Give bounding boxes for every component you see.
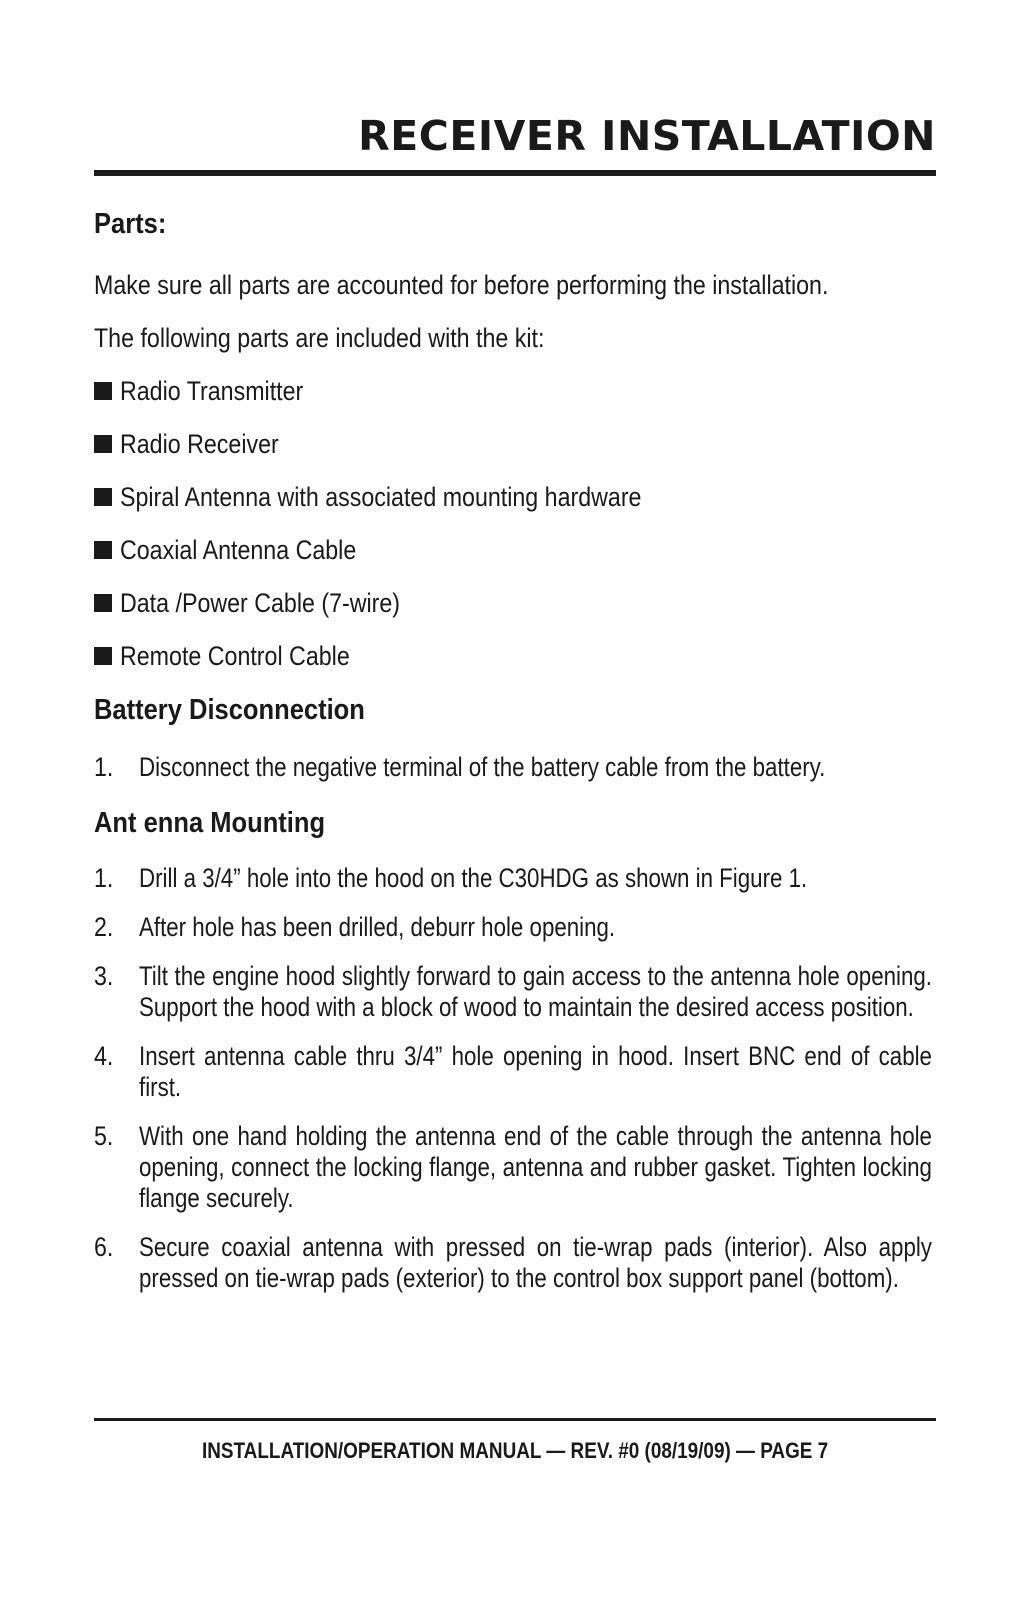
parts-section bbox=[94, 206, 936, 673]
page-footer bbox=[94, 1437, 936, 1465]
step-number: 6. bbox=[94, 1232, 114, 1262]
antenna-step bbox=[94, 1121, 936, 1214]
list-item bbox=[94, 586, 936, 620]
antenna-step bbox=[94, 912, 936, 943]
step-number: 4. bbox=[94, 1041, 114, 1071]
page-content bbox=[94, 206, 936, 1294]
manual-page bbox=[94, 0, 936, 1600]
step-text: Tilt the engine hood slightly forward to gain access to the antenna hole opening. Support the hood with a block of wood to maintain the desired access position. bbox=[139, 961, 932, 1022]
step-number: 3. bbox=[94, 961, 114, 991]
antenna-steps bbox=[94, 863, 936, 1294]
battery-steps bbox=[94, 752, 936, 783]
parts-list bbox=[94, 374, 936, 673]
square-bullet-icon bbox=[94, 647, 112, 665]
step-text: Secure coaxial antenna with pressed on tie-wrap pads (interior). Also apply pressed on tie-wrap pads (exterior) to the control box support panel (bottom). bbox=[139, 1232, 932, 1293]
footer-rule bbox=[94, 1418, 936, 1421]
battery-step bbox=[94, 752, 936, 783]
list-item-label: Coaxial Antenna Cable bbox=[120, 535, 357, 565]
square-bullet-icon bbox=[94, 594, 112, 612]
square-bullet-icon bbox=[94, 488, 112, 506]
list-item bbox=[94, 427, 936, 461]
antenna-section bbox=[94, 805, 936, 1294]
square-bullet-icon bbox=[94, 435, 112, 453]
battery-section bbox=[94, 692, 936, 783]
list-item-label: Data /Power Cable (7-wire) bbox=[120, 588, 401, 618]
square-bullet-icon bbox=[94, 541, 112, 559]
list-item-label: Radio Transmitter bbox=[120, 376, 304, 406]
list-item bbox=[94, 639, 936, 673]
list-item bbox=[94, 480, 936, 514]
battery-heading: Battery Disconnection bbox=[94, 694, 365, 726]
parts-heading: Parts: bbox=[94, 208, 167, 240]
page-title: RECEIVER INSTALLATION bbox=[358, 112, 936, 160]
antenna-step bbox=[94, 1041, 936, 1103]
step-number: 5. bbox=[94, 1121, 114, 1151]
footer-text: INSTALLATION/OPERATION MANUAL — REV. #0 (08/19/09) — PAGE 7 bbox=[201, 1438, 829, 1463]
step-text: Drill a 3/4” hole into the hood on the C30HDG as shown in Figure 1. bbox=[139, 863, 808, 893]
parts-intro-2: The following parts are included with the kit: bbox=[94, 323, 545, 353]
title-rule bbox=[94, 170, 936, 176]
antenna-step bbox=[94, 961, 936, 1023]
list-item bbox=[94, 374, 936, 408]
list-item-label: Radio Receiver bbox=[120, 429, 279, 459]
antenna-heading: Ant enna Mounting bbox=[94, 807, 326, 839]
list-item bbox=[94, 533, 936, 567]
step-text: With one hand holding the antenna end of the cable through the antenna hole opening, connect the locking flange, antenna and rubber gasket. Tighten locking flange securely. bbox=[139, 1121, 932, 1213]
parts-intro-1: Make sure all parts are accounted for before performing the installation. bbox=[94, 270, 829, 300]
square-bullet-icon bbox=[94, 382, 112, 400]
list-item-label: Spiral Antenna with associated mounting hardware bbox=[120, 482, 642, 512]
step-number: 1. bbox=[94, 863, 114, 893]
step-number: 1. bbox=[94, 752, 114, 782]
antenna-step bbox=[94, 1232, 936, 1294]
step-text: Disconnect the negative terminal of the battery cable from the battery. bbox=[139, 752, 826, 782]
antenna-step bbox=[94, 863, 936, 894]
step-number: 2. bbox=[94, 912, 114, 942]
list-item-label: Remote Control Cable bbox=[120, 641, 350, 671]
step-text: Insert antenna cable thru 3/4” hole opening in hood. Insert BNC end of cable first. bbox=[139, 1041, 932, 1102]
step-text: After hole has been drilled, deburr hole opening. bbox=[139, 912, 616, 942]
